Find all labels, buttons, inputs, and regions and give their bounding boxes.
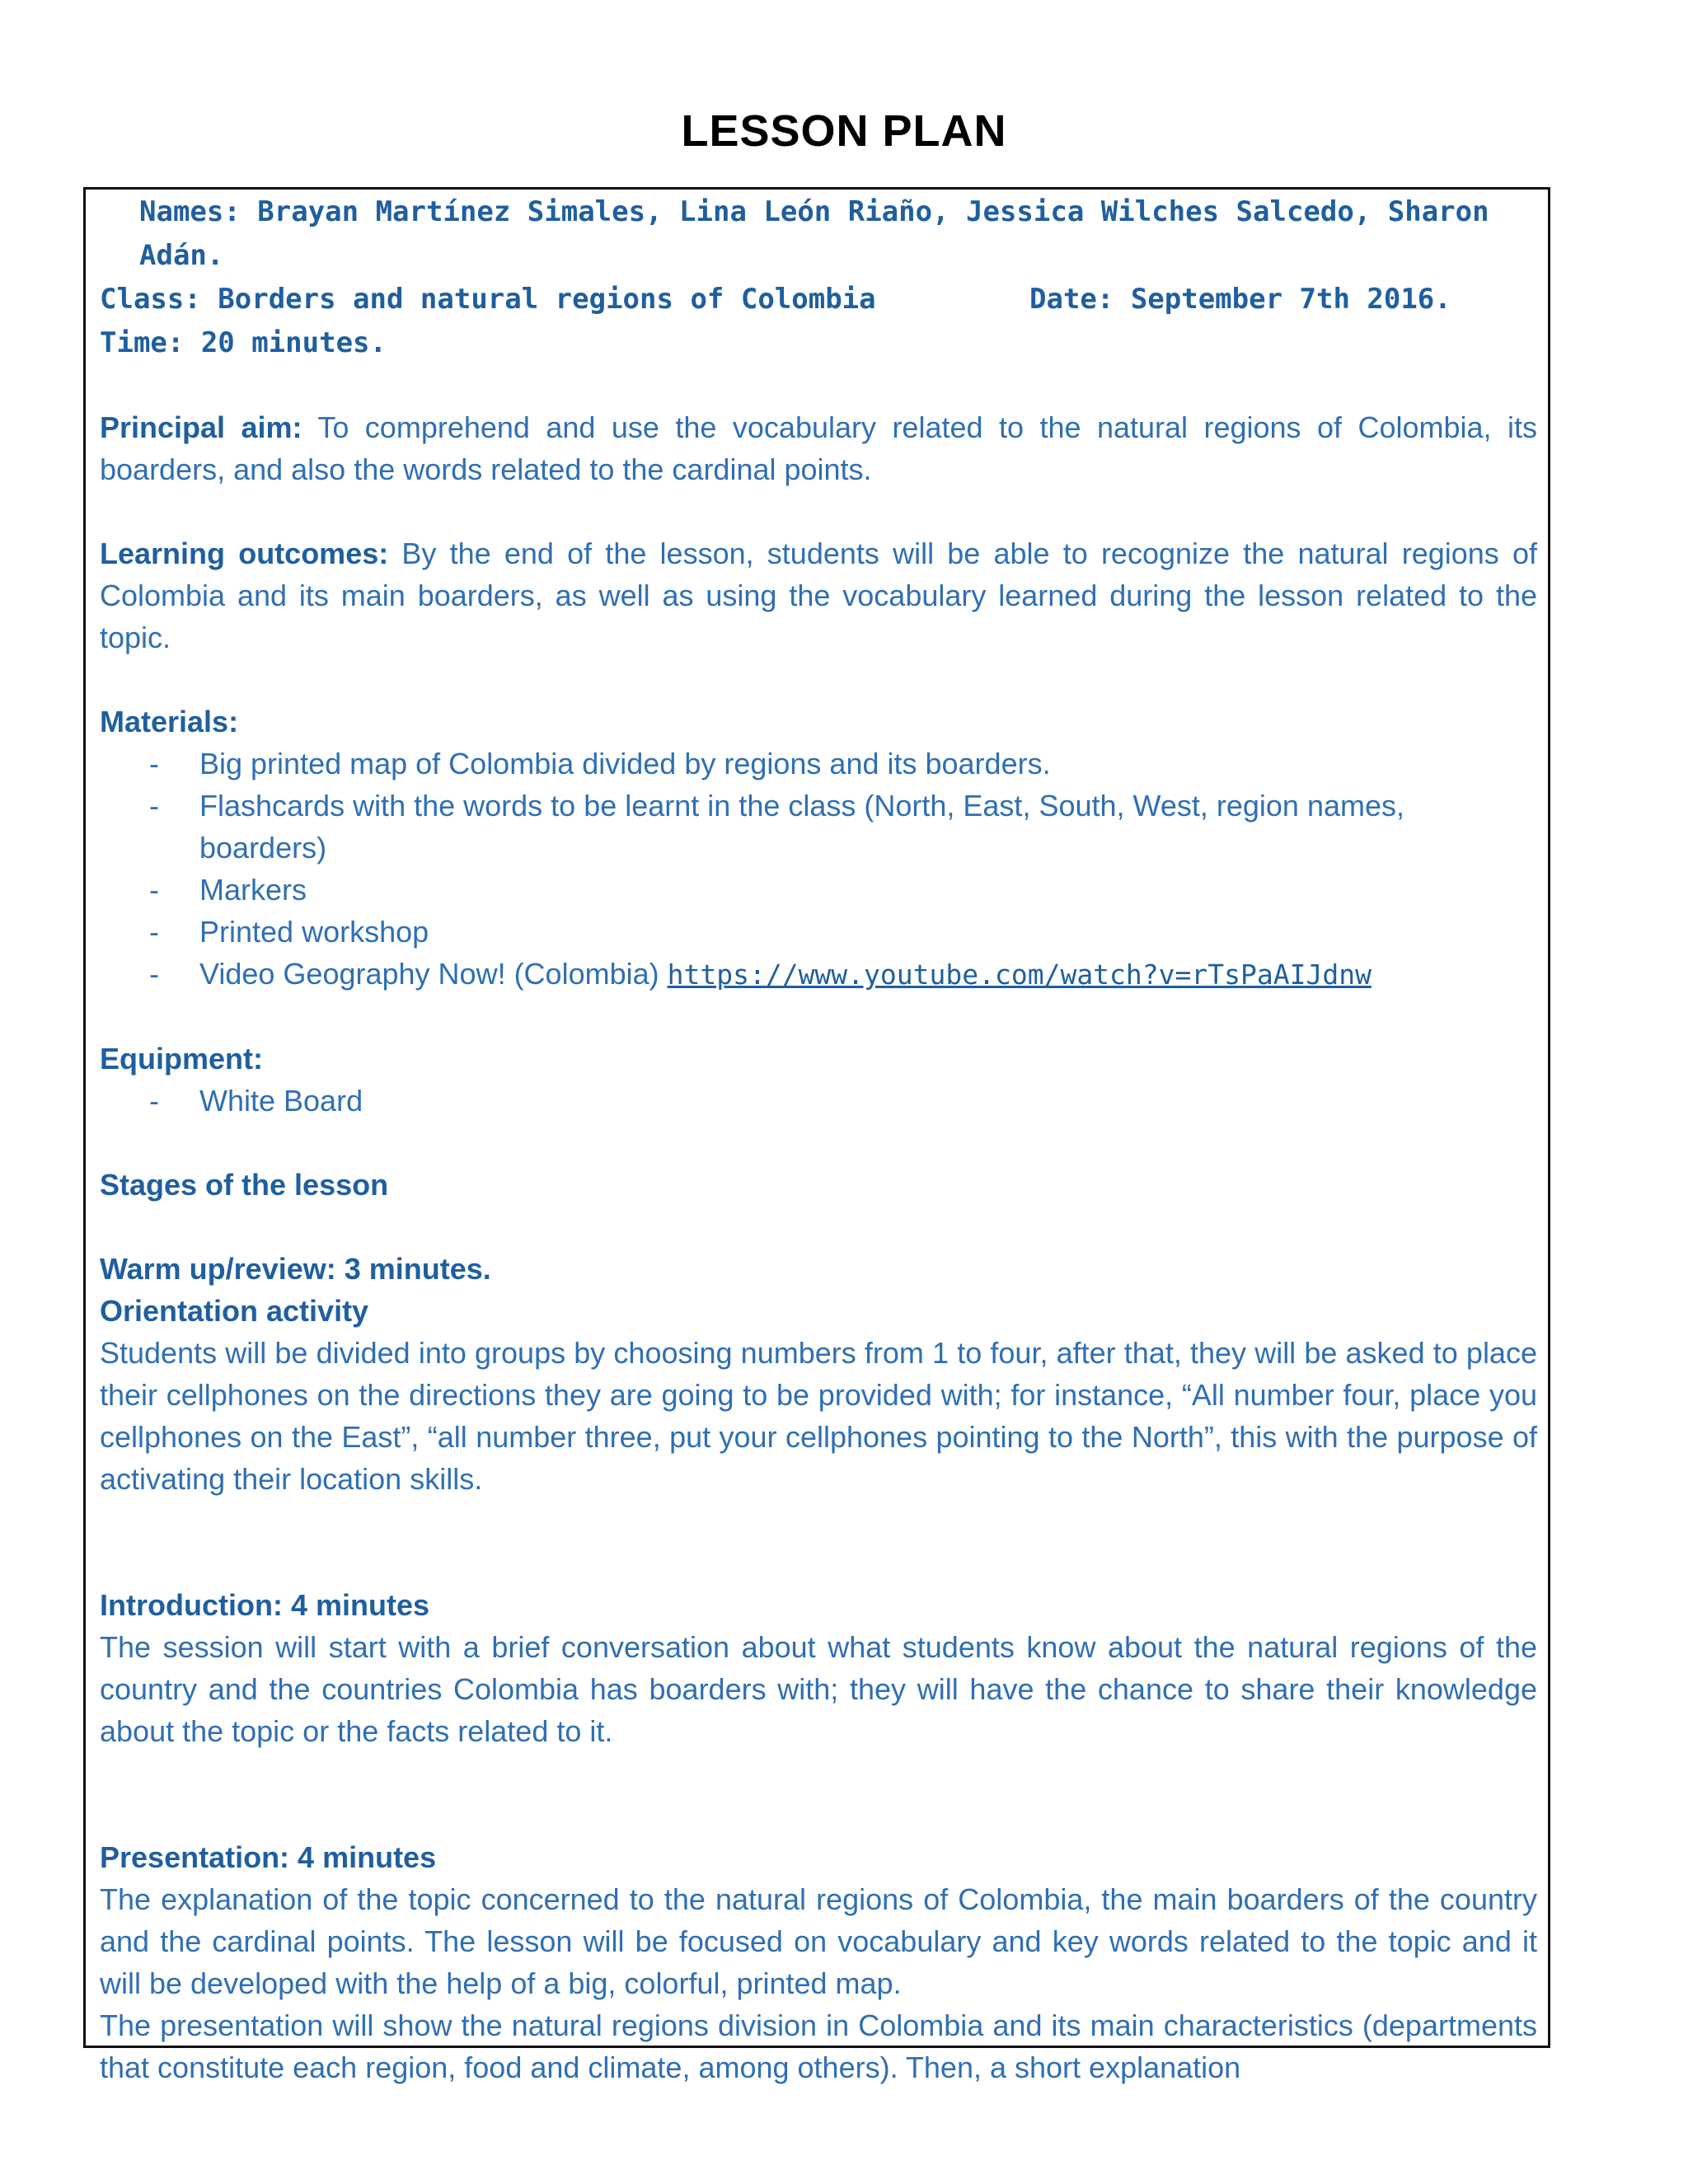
class-line: Class: Borders and natural regions of Colombia [100, 283, 876, 316]
introduction-text: The session will start with a brief conversation about what students know about the natural regions of the country and the countries Colombia has boarders with; they will have the chance to share their knowledge about the topic or the facts related to it. [100, 1630, 1537, 1748]
introduction-heading: Introduction: 4 minutes [100, 1588, 429, 1622]
list-item: - White Board [100, 1080, 1537, 1122]
names-line: Names: Brayan Martínez Simales, Lina León Riaño, Jessica Wilches Salcedo, Sharon Adán. [139, 195, 1489, 272]
lesson-plan-content [100, 190, 1537, 2088]
learning-outcomes-paragraph [100, 532, 1537, 658]
video-link[interactable]: https://www.youtube.com/watch?v=rTsPaAIJdnw [667, 958, 1372, 991]
equipment-heading: Equipment: [100, 1042, 263, 1076]
principal-aim-label: Principal aim: [100, 410, 302, 444]
class-date-row [100, 277, 1537, 321]
presentation-text-1: The explanation of the topic concerned to the natural regions of Colombia, the main boarders of the country and the cardinal points. The lesson will be focused on vocabulary and key words related to the topic and it will be developed with the help of a big, colorful, printed map. [100, 1882, 1537, 2000]
date-line: Date: September 7th 2016. [1029, 283, 1451, 316]
principal-aim-text: To comprehend and use the vocabulary related to the natural regions of Colombia, its boarders, and also the words related to the cardinal points. [100, 410, 1538, 486]
learning-outcomes-label: Learning outcomes: [100, 537, 389, 570]
time-line: Time: 20 minutes. [100, 326, 387, 359]
stages-heading: Stages of the lesson [100, 1168, 389, 1202]
list-item: - Big printed map of Colombia divided by regions and its boarders. [100, 743, 1537, 785]
list-item: - Flashcards with the words to be learnt in the class (North, East, South, West, region names, boarders) [100, 785, 1537, 869]
equipment-list [100, 1080, 1537, 1122]
page-title: LESSON PLAN [681, 106, 1007, 156]
principal-aim-paragraph [100, 406, 1537, 490]
warm-up-heading: Warm up/review: 3 minutes. [100, 1252, 491, 1286]
presentation-text-2: The presentation will show the natural regions division in Colombia and its main characteristics (departments that constitute each region, food and climate, among others). Then, a short explanation [100, 2008, 1537, 2084]
materials-list [100, 743, 1537, 996]
video-label: Video Geography Now! (Colombia) [199, 957, 668, 991]
list-item [100, 953, 1537, 996]
warm-up-text: Students will be divided into groups by choosing numbers from 1 to four, after that, they will be asked to place their cellphones on the directions they are going to be provided with; for instance, “All number four, place you cellphones on the East”, “all number three, put your cellphones pointing to the North”, this with the purpose of activating their location skills. [100, 1336, 1537, 1496]
list-item: - Printed workshop [100, 911, 1537, 953]
learning-outcomes-text: By the end of the lesson, students will be able to recognize the natural regions of Colombia and its main boarders, as well as using the vocabulary learned during the lesson related to the topic. [100, 537, 1537, 654]
materials-heading: Materials: [100, 705, 239, 738]
orientation-activity-heading: Orientation activity [100, 1294, 369, 1328]
list-item: - Markers [100, 869, 1537, 911]
presentation-heading: Presentation: 4 minutes [100, 1840, 437, 1874]
